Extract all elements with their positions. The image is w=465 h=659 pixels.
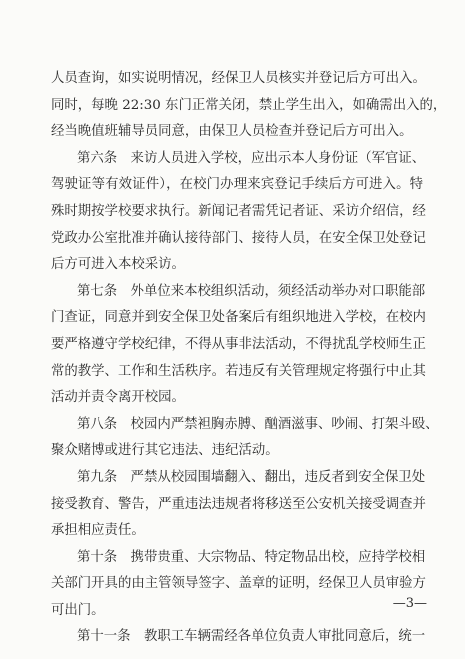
text-line: 门查证，同意并到安全保卫处备案后有组织地进入学校，在校内 bbox=[51, 310, 426, 326]
text-line: 殊时期按学校要求执行。新闻记者需凭记者证、采访介绍信，经 bbox=[51, 203, 426, 219]
text-line: 第六条 来访人员进入学校，应出示本人身份证（军官证、 bbox=[77, 150, 426, 166]
text-line: 要严格遵守学校纪律，不得从事非法活动，不得扰乱学校师生正 bbox=[51, 336, 426, 352]
text-line: 党政办公室批准并确认接待部门、接待人员，在安全保卫处登记 bbox=[51, 230, 426, 246]
text-line: 常的教学、工作和生活秩序。若违反有关管理规定将强行中止其 bbox=[51, 363, 426, 379]
page-number: —3— bbox=[392, 596, 427, 611]
text-line: 聚众赌博或进行其它违法、违纪活动。 bbox=[51, 443, 279, 459]
text-line: 接受教育、警告，严重违法违规者将移送至公安机关接受调查并 bbox=[51, 496, 426, 512]
document-body bbox=[51, 66, 447, 651]
text-line: 第九条 严禁从校园围墙翻入、翻出，违反者到安全保卫处 bbox=[77, 469, 426, 485]
text-line: 关部门开具的由主管领导签字、盖章的证明，经保卫人员审验方 bbox=[51, 576, 426, 592]
text-line: 活动并责令离开校园。 bbox=[51, 390, 185, 406]
text-line: 经当晚值班辅导员同意，由保卫人员检查并登记后方可出入。 bbox=[51, 124, 413, 140]
text-line: 人员查询，如实说明情况，经保卫人员核实并登记后方可出入。 bbox=[51, 71, 426, 86]
text-line: 第七条 外单位来本校组织活动，须经活动举办对口职能部 bbox=[77, 283, 426, 299]
text-line: 可出门。 bbox=[51, 602, 105, 618]
text-line: 承担相应责任。 bbox=[51, 523, 145, 539]
text-line: 第八条 校园内严禁袒胸赤膊、酗酒滋事、吵闹、打架斗殴、 bbox=[77, 416, 439, 432]
text-line: 后方可进入本校采访。 bbox=[51, 257, 185, 273]
text-line: 第十条 携带贵重、大宗物品、特定物品出校，应持学校相 bbox=[77, 549, 426, 565]
text-line: 驾驶证等有效证件），在校门办理来宾登记手续后方可进入。特 bbox=[51, 177, 423, 193]
text-line: 第十一条 教职工车辆需经各单位负责人审批同意后，统一 bbox=[77, 629, 426, 645]
text-line: 同时，每晚 22:30 东门正常关闭，禁止学生出入，如确需出入的， bbox=[51, 97, 447, 113]
